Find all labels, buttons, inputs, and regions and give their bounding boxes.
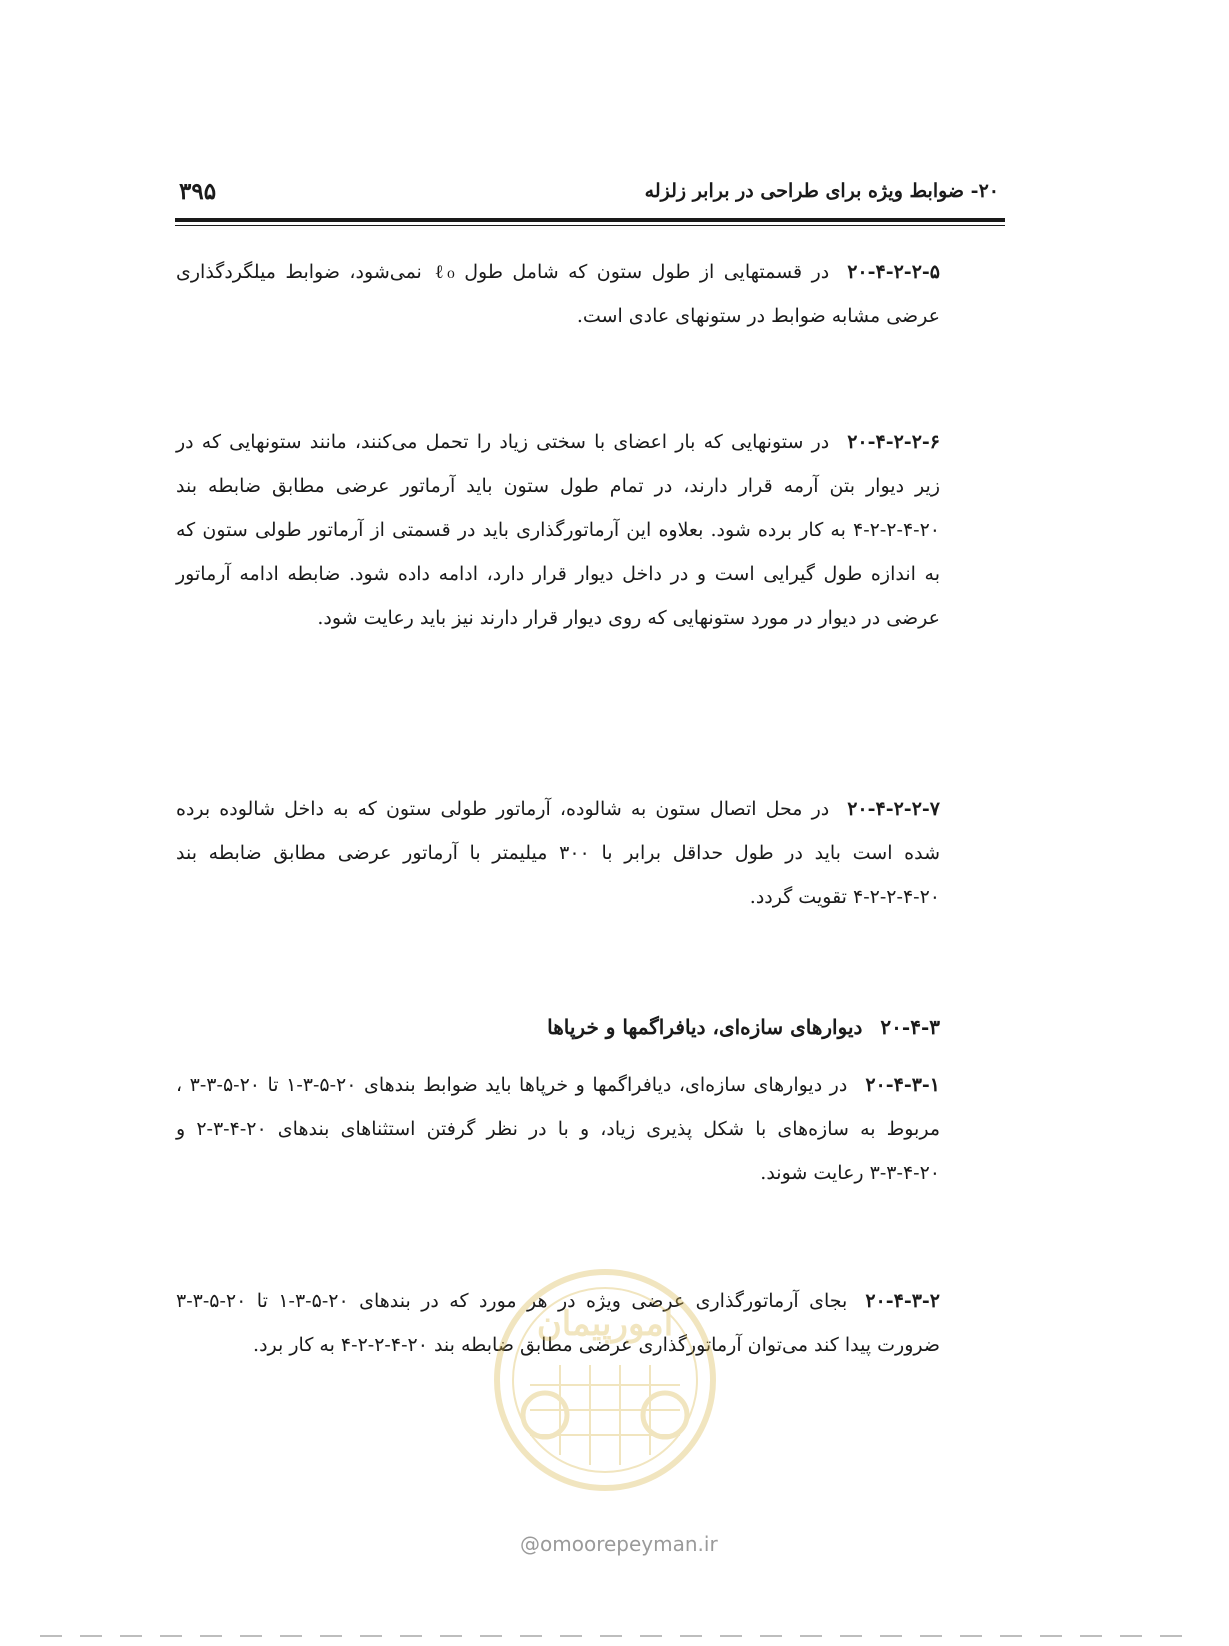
clause-text: در دیوارهای سازه‌ای، دیافراگمها و خرپاها باید ضوابط بندهای ۲۰-۵-۳-۱ تا ۲۰-۵-۳-۳ ، مربوط به سازه‌های با شکل پذیری زیاد، و با در نظر گرفتن استثناهای بندهای ۲۰-۴-۳-۲ و ۲۰-۴-۳-۳ رعایت شوند. bbox=[176, 1074, 941, 1184]
watermark-logo-text: امورپیمان bbox=[536, 1304, 674, 1344]
clause-number: ۲۰-۴-۳-۱ bbox=[865, 1074, 941, 1096]
clause-20-4-2-2-5 bbox=[176, 250, 940, 338]
clause-number: ۲۰-۴-۲-۲-۶ bbox=[847, 431, 940, 453]
clause-text: در محل اتصال ستون به شالوده، آرماتور طولی ستون که به داخل شالوده برده شده است باید در طول حداقل برابر با ۳۰۰ میلیمتر با آرماتور عرضی مطابق ضابطه بند ۲۰-۴-۲-۲-۴ تقویت گردد. bbox=[176, 798, 940, 908]
clause-20-4-2-2-6 bbox=[176, 420, 940, 640]
clause-20-4-3-1 bbox=[176, 1063, 940, 1195]
clause-20-4-2-2-7 bbox=[176, 787, 940, 919]
watermark-logo bbox=[490, 1265, 720, 1495]
scan-artifact-line bbox=[40, 1635, 1190, 1637]
clause-number: ۲۰-۴-۳-۲ bbox=[865, 1290, 941, 1312]
watermark-site: @omoorepeyman.ir bbox=[520, 1532, 718, 1556]
page-header bbox=[175, 174, 1005, 210]
clause-text: در قسمتهایی از طول ستون که شامل طول ℓ₀ نمی‌شود، ضوابط میلگردگذاری عرضی مشابه ضوابط در ستونهای عادی است. bbox=[176, 261, 940, 327]
header-rule-thin bbox=[175, 225, 1005, 226]
header-rule-thick bbox=[175, 218, 1005, 222]
section-heading-text: دیوارهای سازه‌ای، دیافراگمها و خرپاها bbox=[547, 1015, 863, 1039]
running-title: ۲۰- ضوابط ویژه برای طراحی در برابر زلزله bbox=[644, 180, 999, 202]
clause-number: ۲۰-۴-۲-۲-۵ bbox=[847, 261, 940, 283]
clause-text: بجای آرماتورگذاری عرضی ویژه در هر مورد که در بندهای ۲۰-۵-۳-۱ تا ۲۰-۵-۳-۳ ضرورت پیدا کند می‌توان آرماتورگذاری عرضی مطابق ضابطه بند ۲۰-۴-۲-۲-۴ به کار برد. bbox=[176, 1290, 940, 1356]
page-number: ۳۹۵ bbox=[179, 178, 217, 205]
clause-text: در ستونهایی که بار اعضای با سختی زیاد را تحمل می‌کنند، مانند ستونهایی که در زیر دیوار بتن آرمه قرار دارند، در تمام طول ستون باید آرماتور عرضی مطابق ضابطه بند ۲۰-۴-۲-۲-۴ به کار برده شود. بعلاوه این آرماتورگذاری باید در قسمتی از آرماتور طولی ستون که به اندازه طول گیرایی است و در داخل دیوار قرار دارد، ادامه داده شود. ضابطه ادامه آرماتور عرضی در دیوار در مورد ستونهایی که روی دیوار قرار دارند نیز باید رعایت شود. bbox=[176, 431, 940, 629]
clause-number: ۲۰-۴-۲-۲-۷ bbox=[847, 798, 940, 820]
section-heading-number: ۲۰-۴-۳ bbox=[880, 1015, 940, 1039]
section-heading bbox=[176, 1005, 940, 1049]
